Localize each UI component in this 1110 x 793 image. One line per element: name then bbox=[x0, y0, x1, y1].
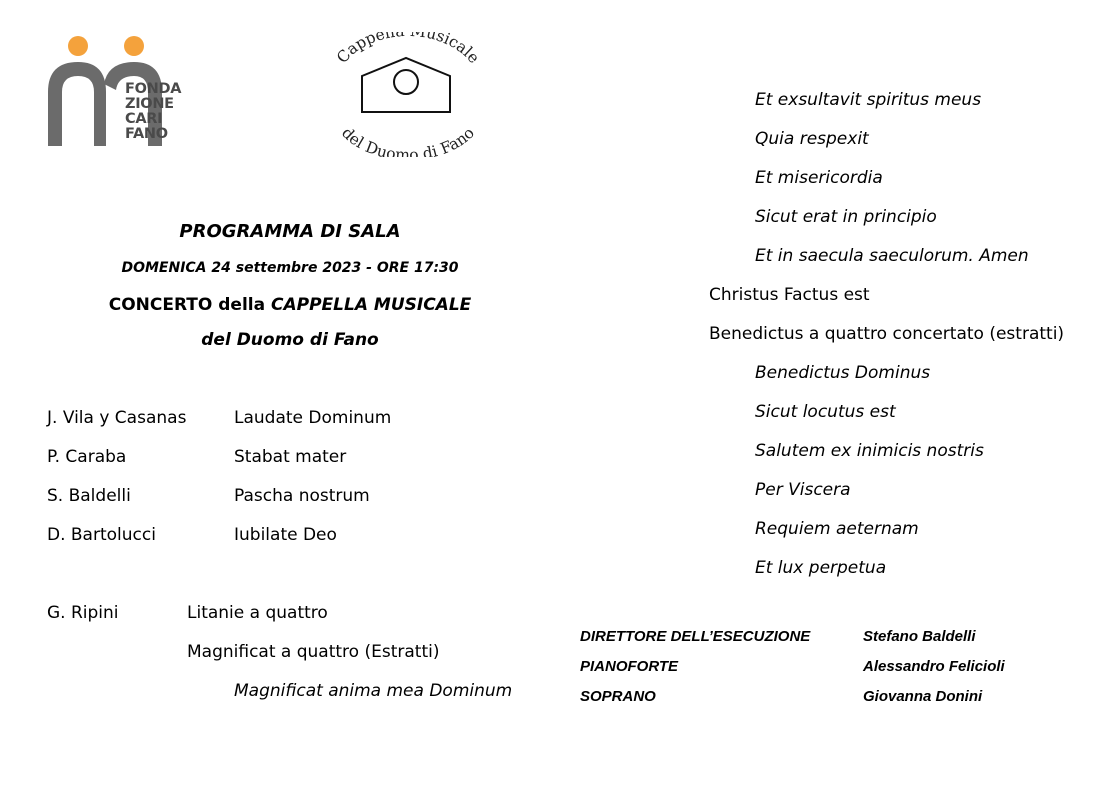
concert-title-line2: del Duomo di Fano bbox=[201, 330, 379, 350]
work-movement: Benedictus Dominus bbox=[755, 363, 931, 383]
performer-role: DIRETTORE DELL’ESECUZIONE bbox=[580, 628, 811, 645]
work-movement: Sicut erat in principio bbox=[755, 207, 937, 227]
work-title: Christus Factus est bbox=[709, 285, 870, 305]
performer-name: Stefano Baldelli bbox=[863, 628, 976, 645]
work-movement: Per Viscera bbox=[755, 480, 851, 500]
work-title: Laudate Dominum bbox=[234, 408, 392, 428]
work-title: Litanie a quattro bbox=[187, 603, 328, 623]
logo-line: CARI bbox=[125, 111, 163, 127]
logo-line: ZIONE bbox=[125, 96, 174, 112]
work-title: Magnificat a quattro (Estratti) bbox=[187, 642, 440, 662]
work-movement: Salutem ex inimicis nostris bbox=[755, 441, 984, 461]
composer-name: J. Vila y Casanas bbox=[47, 408, 187, 428]
cappella-logo-bottom-text: del Duomo di Fano bbox=[338, 123, 478, 157]
page-title: PROGRAMMA DI SALA bbox=[179, 221, 401, 242]
logo-line: FANO bbox=[125, 126, 168, 142]
concert-date: DOMENICA 24 settembre 2023 - ORE 17:30 bbox=[121, 260, 459, 276]
work-movement: Et lux perpetua bbox=[755, 558, 887, 578]
work-movement: Quia respexit bbox=[755, 129, 869, 149]
logo-line: FONDA bbox=[125, 81, 182, 97]
work-title: Benedictus a quattro concertato (estratti) bbox=[709, 324, 1065, 344]
performer-role: PIANOFORTE bbox=[580, 658, 679, 675]
fondazione-carifano-logo bbox=[44, 34, 204, 150]
work-title: Pascha nostrum bbox=[234, 486, 370, 506]
fondazione-logo-text bbox=[125, 82, 181, 142]
performer-name: Giovanna Donini bbox=[863, 688, 983, 705]
composer-name: P. Caraba bbox=[47, 447, 127, 467]
concert-prefix: CONCERTO della bbox=[108, 295, 271, 315]
composer-name: G. Ripini bbox=[47, 603, 119, 623]
work-movement: Requiem aeternam bbox=[755, 519, 919, 539]
work-movement: Et exsultavit spiritus meus bbox=[755, 90, 982, 110]
performer-name: Alessandro Felicioli bbox=[863, 658, 1005, 675]
composer-name: D. Bartolucci bbox=[47, 525, 156, 545]
work-movement: Magnificat anima mea Dominum bbox=[234, 681, 513, 701]
cappella-musicale-logo bbox=[322, 32, 492, 157]
composer-name: S. Baldelli bbox=[47, 486, 131, 506]
work-movement: Sicut locutus est bbox=[755, 402, 896, 422]
work-movement: Et in saecula saeculorum. Amen bbox=[755, 246, 1029, 266]
cappella-logo-top-text: Cappell usicale bbox=[333, 32, 483, 67]
concert-name: CAPPELLA MUSICALE bbox=[271, 295, 472, 315]
work-title: Iubilate Deo bbox=[234, 525, 337, 545]
concert-title-line1 bbox=[80, 295, 500, 315]
work-title: Stabat mater bbox=[234, 447, 347, 467]
cappella-logo-mark bbox=[322, 32, 492, 157]
work-movement: Et misericordia bbox=[755, 168, 883, 188]
performer-role: SOPRANO bbox=[580, 688, 656, 705]
